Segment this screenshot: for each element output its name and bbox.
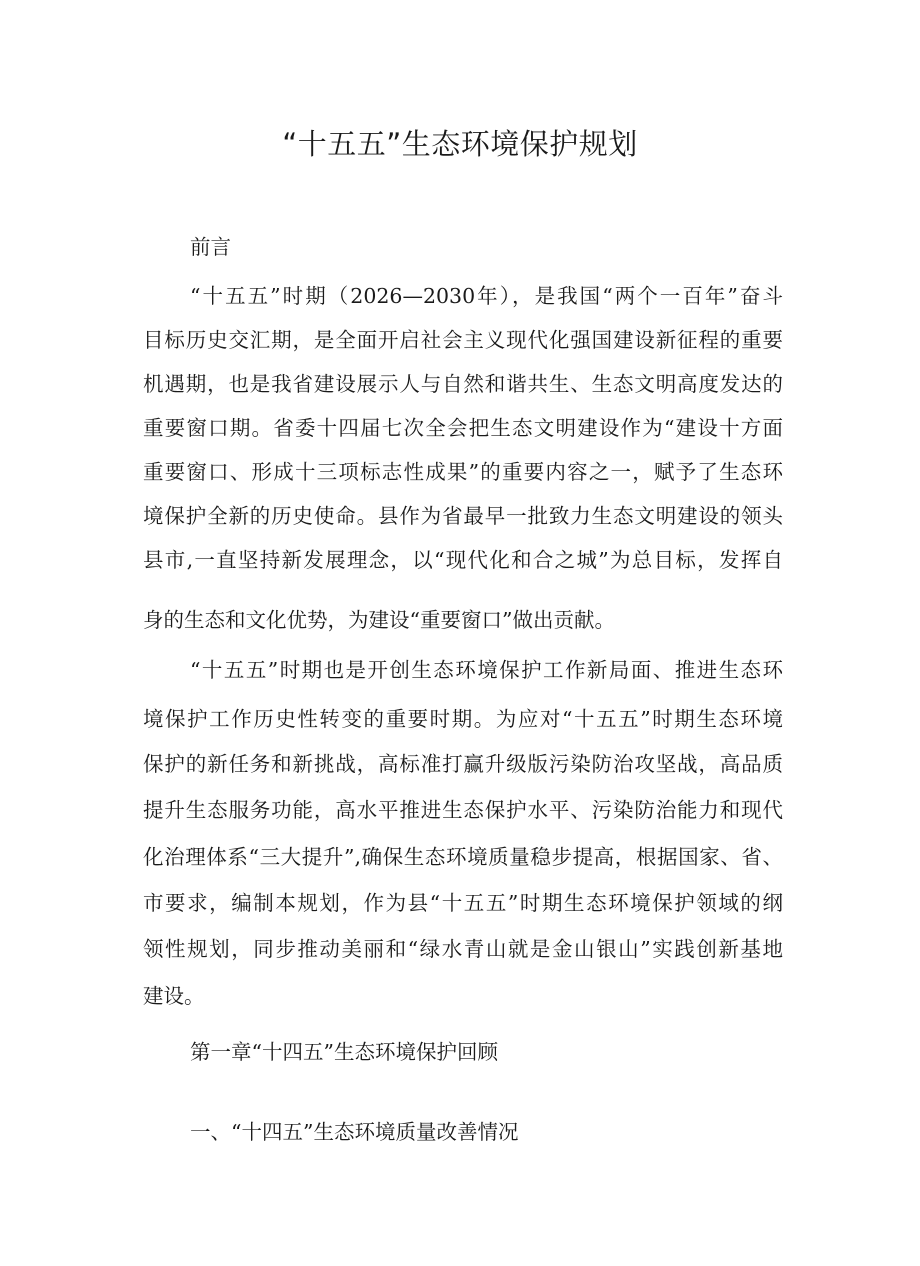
paragraph-line: 领性规划，同步推动美丽和“绿水青山就是金山银山”实践创新基地 [143, 937, 783, 961]
paragraph-line: 身的生态和文化优势，为建设“重要窗口”做出贡献。 [143, 608, 615, 632]
paragraph-line: “十五五”时期（2026—2030年），是我国“两个一百年”奋斗 [190, 284, 783, 308]
paragraph-line: 县市,一直坚持新发展理念，以“现代化和合之城”为总目标，发挥自 [143, 548, 783, 572]
paragraph-line: 化治理体系“三大提升”,确保生态环境质量稳步提高，根据国家、省、 [143, 845, 783, 869]
paragraph-line: 保护的新任务和新挑战，高标准打赢升级版污染防治攻坚战，高品质 [143, 752, 783, 776]
document-title: “十五五”生态环境保护规划 [282, 127, 638, 161]
paragraph-line: 机遇期，也是我省建设展示人与自然和谐共生、生态文明高度发达的 [143, 372, 783, 396]
section-1-heading: 一、“十四五”生态环境质量改善情况 [190, 1120, 519, 1144]
paragraph-line: 建设。 [143, 984, 205, 1008]
paragraph-line: 市要求，编制本规划，作为县“十五五”时期生态环境保护领域的纲 [143, 891, 783, 915]
paragraph-line: 目标历史交汇期，是全面开启社会主义现代化强国建设新征程的重要 [143, 328, 783, 352]
chapter-1-heading: 第一章“十四五”生态环境保护回顾 [190, 1040, 498, 1064]
paragraph-line: 重要窗口期。省委十四届七次全会把生态文明建设作为“建设十方面 [143, 416, 783, 440]
paragraph-line: 重要窗口、形成十三项标志性成果”的重要内容之一，赋予了生态环 [143, 460, 783, 484]
preface-heading: 前言 [190, 235, 231, 259]
paragraph-line: “十五五”时期也是开创生态环境保护工作新局面、推进生态环 [190, 658, 783, 682]
paragraph-line: 境保护全新的历史使命。县作为省最早一批致力生态文明建设的领头 [143, 504, 783, 528]
paragraph-line: 提升生态服务功能，高水平推进生态保护水平、污染防治能力和现代 [143, 798, 783, 822]
paragraph-line: 境保护工作历史性转变的重要时期。为应对“十五五”时期生态环境 [143, 707, 783, 731]
